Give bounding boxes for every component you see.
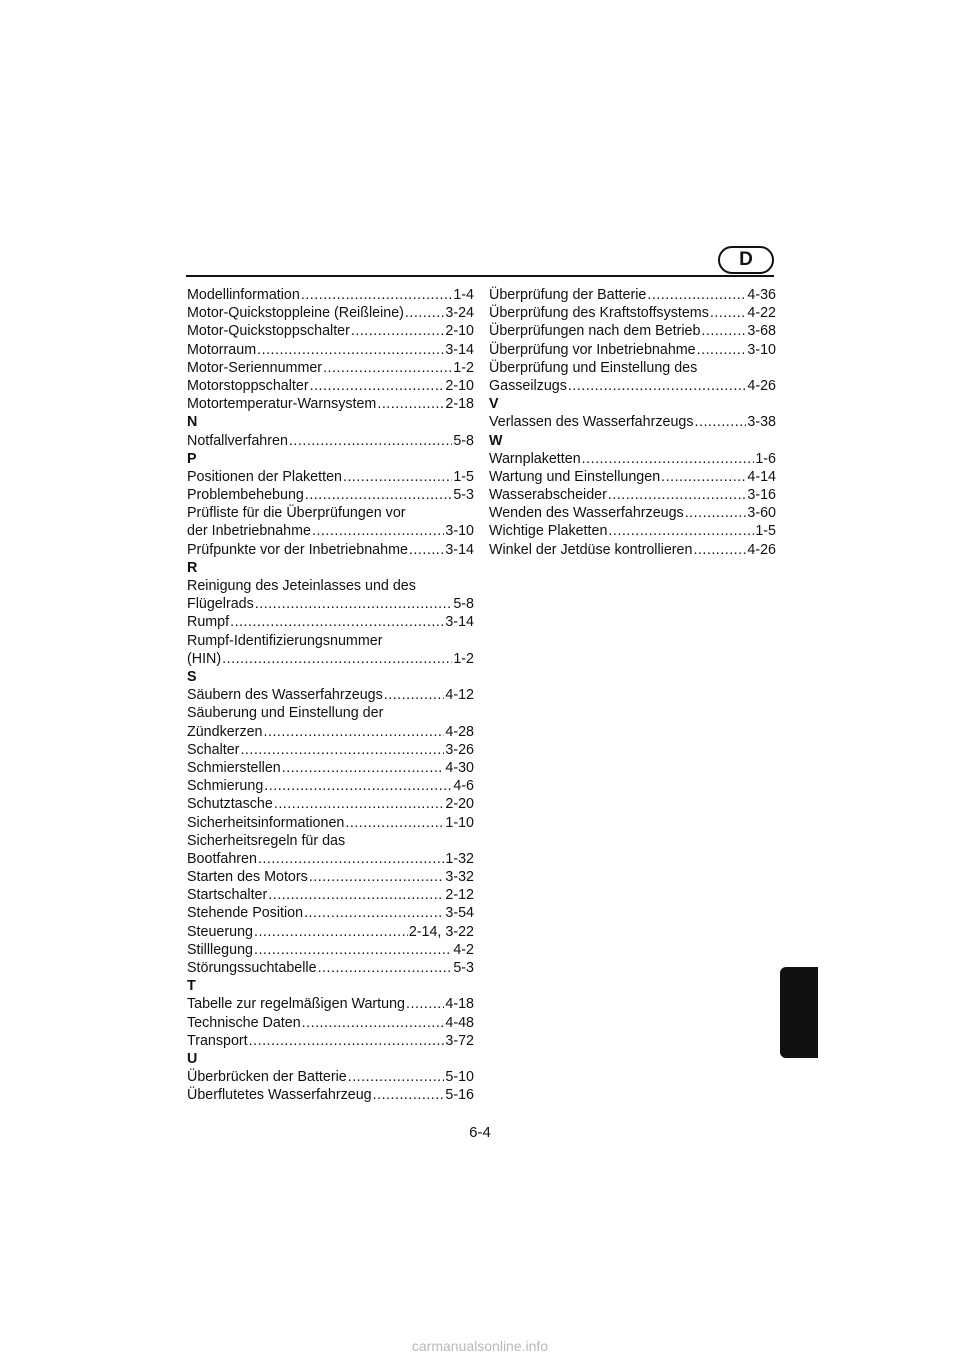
index-entry-page: 4-22 bbox=[747, 305, 776, 322]
index-entry-line bbox=[187, 613, 474, 631]
dot-leader bbox=[254, 923, 408, 941]
index-entry-text: Gasseilzugs bbox=[489, 377, 567, 394]
index-entry bbox=[187, 1068, 474, 1086]
index-entry bbox=[187, 577, 474, 613]
dot-leader bbox=[312, 522, 444, 540]
index-entry bbox=[187, 304, 474, 322]
index-section-letter: U bbox=[187, 1050, 198, 1067]
index-entry bbox=[489, 359, 776, 395]
index-entry bbox=[489, 486, 776, 504]
index-entry-text: Notfallverfahren bbox=[187, 432, 288, 449]
index-entry bbox=[187, 704, 474, 740]
index-entry-text-line1: Überprüfung und Einstellung des bbox=[489, 359, 698, 376]
dot-leader bbox=[693, 541, 746, 559]
dot-leader bbox=[409, 541, 444, 559]
index-entry-page: 3-14 bbox=[445, 341, 474, 358]
index-entry-line bbox=[187, 522, 474, 540]
index-entry-page: 1-10 bbox=[445, 814, 474, 831]
dot-leader bbox=[274, 795, 445, 813]
index-section-letter: T bbox=[187, 978, 196, 995]
dot-leader bbox=[255, 595, 453, 613]
index-entry-line bbox=[187, 995, 474, 1013]
index-entry-line bbox=[187, 468, 474, 486]
dot-leader bbox=[343, 468, 452, 486]
index-column-right bbox=[489, 286, 776, 559]
index-entry-line bbox=[187, 814, 474, 832]
index-entry-text: Wenden des Wasserfahrzeugs bbox=[489, 505, 684, 522]
index-entry-text: Motorraum bbox=[187, 341, 257, 358]
index-entry-line bbox=[187, 304, 474, 322]
dot-leader bbox=[345, 814, 444, 832]
index-entry-page: 4-30 bbox=[445, 759, 474, 776]
index-entry bbox=[187, 468, 474, 486]
index-entry-text-line1: Säuberung und Einstellung der bbox=[187, 705, 384, 722]
dot-leader bbox=[384, 686, 445, 704]
index-entry bbox=[187, 868, 474, 886]
dot-leader bbox=[264, 777, 452, 795]
index-entry-text: Problembehebung bbox=[187, 487, 304, 504]
index-entry-text: Motor-Quickstoppschalter bbox=[187, 323, 350, 340]
index-entry bbox=[187, 686, 474, 704]
index-entry bbox=[187, 959, 474, 977]
dot-leader bbox=[661, 468, 746, 486]
index-entry-page: 3-54 bbox=[445, 905, 474, 922]
index-entry-line bbox=[489, 286, 776, 304]
index-entry-line bbox=[187, 377, 474, 395]
index-entry-line bbox=[187, 395, 474, 413]
index-entry-text: Stehende Position bbox=[187, 905, 304, 922]
dot-leader bbox=[348, 1068, 445, 1086]
index-entry-page: 2-18 bbox=[445, 396, 474, 413]
index-section-letter: P bbox=[187, 450, 197, 467]
index-entry-text: Modellinformation bbox=[187, 287, 300, 303]
index-entry-text: Motor-Seriennummer bbox=[187, 359, 323, 376]
index-entry-text: Wichtige Plaketten bbox=[489, 523, 608, 540]
dot-leader bbox=[222, 650, 452, 668]
index-entry bbox=[187, 941, 474, 959]
index-entry-line bbox=[187, 904, 474, 922]
index-entry-text-line1: Prüfliste für die Überprüfungen vor bbox=[187, 505, 406, 522]
index-entry-line bbox=[187, 868, 474, 886]
index-entry-text-line1: Reinigung des Jeteinlasses und des bbox=[187, 578, 416, 595]
index-entry-line bbox=[187, 759, 474, 777]
index-entry-line bbox=[489, 377, 776, 395]
index-entry-line bbox=[187, 432, 474, 450]
dot-leader bbox=[230, 613, 444, 631]
dot-leader bbox=[582, 450, 755, 468]
dot-leader bbox=[568, 377, 747, 395]
index-entry-line bbox=[187, 723, 474, 741]
index-entry-page: 3-24 bbox=[445, 305, 474, 322]
index-entry-text: Schmierstellen bbox=[187, 759, 281, 776]
index-entry-line bbox=[187, 941, 474, 959]
index-entry bbox=[489, 450, 776, 468]
index-entry-line bbox=[187, 1086, 474, 1104]
index-entry bbox=[489, 504, 776, 522]
index-entry-page: 3-32 bbox=[445, 869, 474, 886]
header-rule bbox=[186, 275, 774, 277]
language-code: D bbox=[739, 249, 753, 270]
index-entry-text: Motortemperatur-Warnsystem bbox=[187, 396, 377, 413]
dot-leader bbox=[647, 286, 746, 304]
index-entry-text: Säubern des Wasserfahrzeugs bbox=[187, 687, 383, 704]
index-entry-text: Rumpf bbox=[187, 614, 230, 631]
index-entry-text: Sicherheitsinformationen bbox=[187, 814, 345, 831]
dot-leader bbox=[309, 868, 445, 886]
dot-leader bbox=[608, 522, 754, 540]
index-entry-line bbox=[187, 686, 474, 704]
index-entry-text: Überflutetes Wasserfahrzeug bbox=[187, 1087, 372, 1104]
index-entry bbox=[187, 923, 474, 941]
index-entry-line bbox=[489, 468, 776, 486]
index-entry-text: Überbrücken der Batterie bbox=[187, 1069, 347, 1086]
index-entry-line bbox=[187, 777, 474, 795]
index-entry-page: 1-5 bbox=[755, 523, 776, 540]
index-entry bbox=[187, 359, 474, 377]
index-entry bbox=[489, 413, 776, 431]
dot-leader bbox=[302, 1014, 445, 1032]
index-section-letter: N bbox=[187, 414, 198, 431]
index-entry-line bbox=[187, 359, 474, 377]
index-entry bbox=[489, 322, 776, 340]
dot-leader bbox=[405, 304, 444, 322]
index-column-left bbox=[187, 286, 474, 1105]
index-entry bbox=[187, 486, 474, 504]
index-entry bbox=[187, 395, 474, 413]
index-entry-text: Flügelrads bbox=[187, 596, 254, 613]
index-entry bbox=[187, 377, 474, 395]
index-entry-line bbox=[187, 1032, 474, 1050]
index-entry-text: Steuerung bbox=[187, 923, 253, 940]
index-entry-page: 4-28 bbox=[445, 723, 474, 740]
index-section-letter: W bbox=[489, 432, 503, 449]
index-entry-page: 5-3 bbox=[453, 487, 474, 504]
index-entry-page: 2-20 bbox=[445, 796, 474, 813]
index-entry-page: 5-10 bbox=[445, 1069, 474, 1086]
index-entry-page: 4-26 bbox=[747, 541, 776, 558]
index-entry-line bbox=[187, 286, 474, 304]
index-section-letter: R bbox=[187, 559, 198, 576]
index-entry bbox=[187, 995, 474, 1013]
dot-leader bbox=[310, 377, 445, 395]
index-entry bbox=[187, 632, 474, 668]
dot-leader bbox=[318, 959, 453, 977]
index-entry bbox=[489, 541, 776, 559]
index-entry bbox=[489, 341, 776, 359]
index-entry bbox=[187, 904, 474, 922]
chapter-thumb-tab bbox=[780, 967, 818, 1058]
index-entry-line bbox=[187, 1014, 474, 1032]
index-entry-page: 3-72 bbox=[445, 1032, 474, 1049]
dot-leader bbox=[373, 1086, 445, 1104]
index-entry-text: Startschalter bbox=[187, 887, 268, 904]
index-entry bbox=[187, 1086, 474, 1104]
index-entry-line bbox=[187, 1068, 474, 1086]
index-entry bbox=[489, 304, 776, 322]
index-entry-text: Wasserabscheider bbox=[489, 487, 607, 504]
index-entry-line bbox=[489, 322, 776, 340]
index-entry-text: Verlassen des Wasserfahrzeugs bbox=[489, 414, 694, 431]
index-entry-page: 5-8 bbox=[453, 596, 474, 613]
page-number: 6-4 bbox=[469, 1124, 491, 1141]
dot-leader bbox=[697, 341, 747, 359]
index-section-letter: V bbox=[489, 396, 499, 413]
index-entry-text: Überprüfung des Kraftstoffsystems bbox=[489, 305, 709, 322]
dot-leader bbox=[377, 395, 444, 413]
dot-leader bbox=[608, 486, 747, 504]
index-entry-text: Positionen der Plaketten bbox=[187, 468, 342, 485]
index-entry-page: 4-36 bbox=[747, 287, 776, 303]
index-entry-page: 1-2 bbox=[453, 650, 474, 667]
index-entry-page: 4-12 bbox=[445, 687, 474, 704]
index-entry-page: 5-8 bbox=[453, 432, 474, 449]
dot-leader bbox=[351, 322, 444, 340]
index-entry-text-line1: Rumpf-Identifizierungsnummer bbox=[187, 632, 383, 649]
index-entry bbox=[187, 1032, 474, 1050]
index-entry-page: 5-3 bbox=[453, 960, 474, 977]
index-entry-line bbox=[489, 541, 776, 559]
index-entry-text: Störungssuchtabelle bbox=[187, 960, 317, 977]
index-entry bbox=[187, 741, 474, 759]
index-entry-page: 4-26 bbox=[747, 377, 776, 394]
dot-leader bbox=[282, 759, 445, 777]
index-entry-line bbox=[187, 886, 474, 904]
dot-leader bbox=[406, 995, 444, 1013]
index-entry-line bbox=[187, 322, 474, 340]
index-entry-page: 1-4 bbox=[453, 287, 474, 303]
index-entry-page: 2-10 bbox=[445, 377, 474, 394]
index-entry-line bbox=[187, 341, 474, 359]
index-entry bbox=[187, 777, 474, 795]
dot-leader bbox=[304, 904, 444, 922]
index-entry-text: Transport bbox=[187, 1032, 248, 1049]
index-entry-text: Winkel der Jetdüse kontrollieren bbox=[489, 541, 693, 558]
dot-leader bbox=[254, 941, 452, 959]
index-entry-text: Motor-Quickstoppleine (Reißleine) bbox=[187, 305, 404, 322]
index-entry bbox=[489, 468, 776, 486]
index-entry-text: Schmierung bbox=[187, 778, 264, 795]
index-entry-text: Überprüfungen nach dem Betrieb bbox=[489, 323, 701, 340]
index-entry-text: Tabelle zur regelmäßigen Wartung bbox=[187, 996, 405, 1013]
index-entry-line bbox=[489, 304, 776, 322]
index-entry bbox=[187, 341, 474, 359]
index-entry-line bbox=[187, 541, 474, 559]
index-entry-page: 3-16 bbox=[747, 487, 776, 504]
index-entry-line bbox=[187, 650, 474, 668]
index-entry-page: 3-38 bbox=[747, 414, 776, 431]
index-entry-text-line1: Sicherheitsregeln für das bbox=[187, 832, 346, 849]
index-entry-line bbox=[187, 486, 474, 504]
index-entry-line bbox=[489, 486, 776, 504]
index-entry bbox=[187, 432, 474, 450]
index-entry-page: 3-68 bbox=[747, 323, 776, 340]
index-entry-page: 3-26 bbox=[445, 741, 474, 758]
index-entry-page: 4-6 bbox=[453, 778, 474, 795]
index-entry-page: 4-2 bbox=[453, 941, 474, 958]
dot-leader bbox=[305, 486, 452, 504]
index-entry-page: 4-18 bbox=[445, 996, 474, 1013]
index-entry bbox=[187, 795, 474, 813]
index-entry-text: Schutztasche bbox=[187, 796, 273, 813]
index-entry-text: Starten des Motors bbox=[187, 869, 308, 886]
index-entry-text: (HIN) bbox=[187, 650, 222, 667]
index-entry bbox=[187, 814, 474, 832]
index-entry-page: 3-14 bbox=[445, 541, 474, 558]
index-entry-line bbox=[187, 850, 474, 868]
dot-leader bbox=[240, 741, 444, 759]
index-entry-page: 1-5 bbox=[453, 468, 474, 485]
index-entry-page: 5-16 bbox=[445, 1087, 474, 1104]
index-entry-text: Motorstoppschalter bbox=[187, 377, 309, 394]
index-entry-page: 4-14 bbox=[747, 468, 776, 485]
index-entry-page: 1-6 bbox=[755, 450, 776, 467]
index-entry-page: 2-14, 3-22 bbox=[408, 923, 474, 940]
index-entry-line bbox=[489, 504, 776, 522]
index-entry-text: Schalter bbox=[187, 741, 240, 758]
index-entry-line bbox=[187, 595, 474, 613]
dot-leader bbox=[710, 304, 747, 322]
dot-leader bbox=[257, 341, 444, 359]
index-entry-page: 3-14 bbox=[445, 614, 474, 631]
index-entry-text: Wartung und Einstellungen bbox=[489, 468, 661, 485]
dot-leader bbox=[323, 359, 452, 377]
index-entry-line bbox=[187, 959, 474, 977]
dot-leader bbox=[268, 886, 444, 904]
index-entry-page: 1-2 bbox=[453, 359, 474, 376]
index-entry-text: Prüfpunkte vor der Inbetriebnahme bbox=[187, 541, 408, 558]
index-entry-text: Technische Daten bbox=[187, 1014, 301, 1031]
index-entry-text: der Inbetriebnahme bbox=[187, 523, 311, 540]
index-entry-line bbox=[489, 341, 776, 359]
dot-leader bbox=[249, 1032, 445, 1050]
index-entry-page: 4-48 bbox=[445, 1014, 474, 1031]
index-entry bbox=[187, 886, 474, 904]
index-entry-page: 2-12 bbox=[445, 887, 474, 904]
index-entry-text: Überprüfung der Batterie bbox=[489, 287, 647, 303]
dot-leader bbox=[701, 322, 746, 340]
index-entry bbox=[187, 613, 474, 631]
dot-leader bbox=[264, 723, 445, 741]
index-entry bbox=[187, 1014, 474, 1032]
index-entry bbox=[187, 832, 474, 868]
index-entry-text: Überprüfung vor Inbetriebnahme bbox=[489, 341, 696, 358]
dot-leader bbox=[685, 504, 747, 522]
watermark-text: carmanualsonline.info bbox=[411, 1338, 549, 1354]
index-entry-line bbox=[489, 413, 776, 431]
index-entry bbox=[187, 759, 474, 777]
index-entry-page: 3-60 bbox=[747, 505, 776, 522]
dot-leader bbox=[258, 850, 444, 868]
index-entry-page: 1-32 bbox=[445, 850, 474, 867]
index-entry bbox=[489, 286, 776, 304]
dot-leader bbox=[289, 432, 452, 450]
language-badge bbox=[718, 246, 774, 274]
index-entry bbox=[187, 286, 474, 304]
index-entry bbox=[489, 522, 776, 540]
index-entry-page: 3-10 bbox=[445, 523, 474, 540]
dot-leader bbox=[695, 413, 747, 431]
index-entry-page: 2-10 bbox=[445, 323, 474, 340]
index-entry-text: Zündkerzen bbox=[187, 723, 263, 740]
index-entry-line bbox=[187, 795, 474, 813]
index-entry bbox=[187, 504, 474, 540]
index-entry-line bbox=[489, 522, 776, 540]
index-entry-text: Bootfahren bbox=[187, 850, 257, 867]
index-entry bbox=[187, 541, 474, 559]
index-entry-text: Warnplaketten bbox=[489, 450, 581, 467]
index-entry-text: Stilllegung bbox=[187, 941, 253, 958]
dot-leader bbox=[301, 286, 452, 304]
index-entry-line bbox=[489, 450, 776, 468]
index-entry-line bbox=[187, 741, 474, 759]
index-entry-page: 3-10 bbox=[747, 341, 776, 358]
index-section-letter: S bbox=[187, 668, 197, 685]
index-entry bbox=[187, 322, 474, 340]
index-entry-line bbox=[187, 923, 474, 941]
